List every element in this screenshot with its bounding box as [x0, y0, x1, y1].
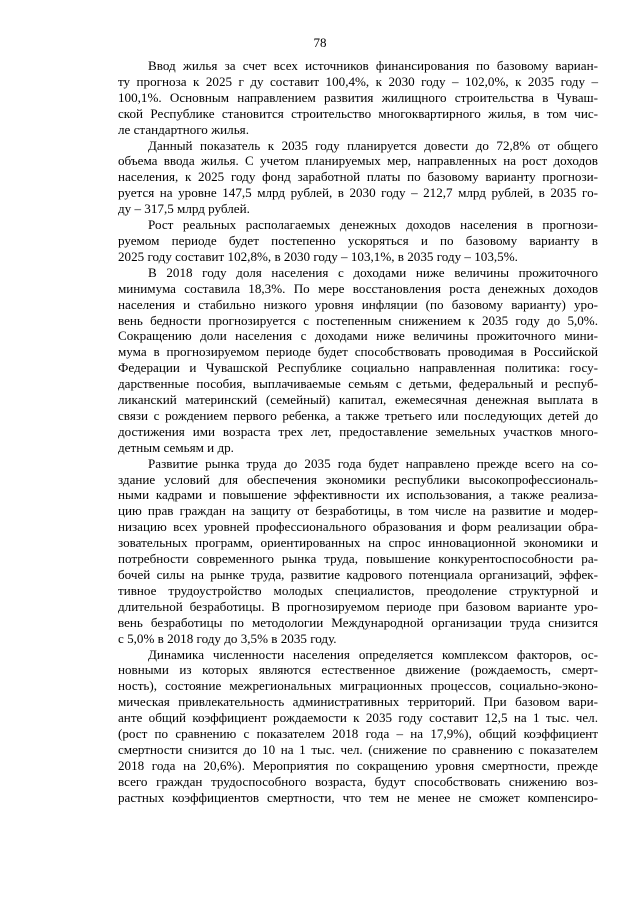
text-line: анте общий коэффициент рождаемости к 2035 году составит 12,5 на 1 тыс. чел. [118, 710, 598, 726]
text-line: 100,1%. Основным направлением развития жилищного строительства в Чуваш- [118, 89, 598, 105]
text-line: ту прогноза к 2025 г ду составит 100,4%, к 2030 году – 102,0%, к 2035 году – [118, 73, 598, 89]
text-line: минимума составила 18,3%. По мере восстановления роста денежных доходов [118, 280, 598, 296]
text-line: дарственные пособия, выплачиваемые семьям с детьми, федеральный и респуб- [118, 376, 598, 392]
text-line: Ввод жилья за счет всех источников финансирования по базовому вариан- [148, 58, 598, 73]
text-line: вень бедности прогнозируется с постепенным снижением к 2035 году до 5,0%. [118, 312, 598, 328]
text-line: населения, к 2025 году фонд заработной платы по базовому варианту прогнози- [118, 169, 598, 185]
text-line: ской Республике становится строительство многоквартирного жилья, в том чис- [118, 105, 598, 121]
text-line: ле стандартного жилья. [118, 121, 249, 137]
text-line: достижения ими возраста трех лет, предоставление земельных участков много- [118, 423, 598, 439]
text-line: ными кадрами и повышение эффективности их использования, а также реализа- [118, 487, 598, 503]
text-line: потребности современного рынка труда, повышение конкурентоспособности ра- [118, 551, 598, 567]
body-text [118, 58, 598, 806]
text-line: (рост по сравнению с показателем 2018 года – на 17,9%), общий коэффициент [118, 726, 598, 742]
text-line: руемом периоде будет постепенно ускоряться и по базовому варианту в [118, 232, 598, 248]
text-line: низацию всех уровней профессионального образования и форм реализации обра- [118, 519, 598, 535]
text-line: ность), состояние межрегиональных миграционных процессов, социально-эконо- [118, 678, 598, 694]
text-line: Сокращению доли населения с доходами ниже величины прожиточного мини- [118, 328, 598, 344]
text-line: 2018 года на 20,6%). Мероприятия по сокращению уровня смертности, прежде [118, 757, 598, 773]
paragraph [118, 138, 598, 218]
text-line: детным семьям и др. [118, 439, 234, 455]
text-line: мическая привлекательность административных территорий. При базовом вари- [118, 694, 598, 710]
text-line: 2025 году составит 102,8%, в 2030 году – 103,1%, в 2035 году – 103,5%. [118, 248, 518, 264]
text-line: объема ввода жилья. С учетом планируемых мер, направленных на рост доходов [118, 153, 598, 169]
paragraph [118, 217, 598, 265]
text-line: цию прав граждан на защиту от безработицы, в том числе на развитие и модер- [118, 503, 598, 519]
text-line: В 2018 году доля населения с доходами ниже величины прожиточного [148, 264, 598, 280]
paragraph [118, 58, 598, 138]
paragraph [118, 265, 598, 456]
paragraph [118, 647, 598, 806]
text-line: населения и стабильно низкого уровня инфляции (по базовому варианту) уро- [118, 296, 598, 312]
text-line: Динамика численности населения определяется комплексом факторов, ос- [148, 646, 598, 662]
text-line: Данный показатель к 2035 году планируется довести до 72,8% от общего [148, 137, 598, 153]
text-line: ду – 317,5 млрд рублей. [118, 201, 250, 217]
text-line: ликанский материнский (семейный) капитал, ежемесячная денежная выплата в [118, 392, 598, 408]
text-line: растных коэффициентов смертности, что тем не менее не сможет компенсиро- [118, 789, 598, 805]
page-number: 78 [313, 35, 327, 50]
text-line: связи с рождением первого ребенка, а также третьего или последующих детей до [118, 407, 598, 423]
text-line: руется на уровне 147,5 млрд рублей, в 2030 году – 212,7 млрд рублей, в 2035 го- [118, 185, 598, 201]
text-line: длительной безработицы. В прогнозируемом периоде при базовом варианте уро- [118, 598, 598, 614]
text-line: здание условий для обеспечения экономики республики высокопрофессиональ- [118, 471, 598, 487]
text-line: всего граждан трудоспособного возраста, будут способствовать снижению воз- [118, 773, 598, 789]
text-line: смертности снизится до 10 на 1 тыс. чел. (снижение по сравнению с показателем [118, 741, 598, 757]
text-line: вень безработицы по методологии Международной организации труда снизится [118, 614, 598, 630]
text-line: Федерации и Чувашской Республике социально направленная политика: госу- [118, 360, 598, 376]
text-line: зовательных программ, ориентированных на спрос инновационной экономики и [118, 535, 598, 551]
text-line: Рост реальных располагаемых денежных доходов населения в прогнози- [148, 217, 598, 233]
text-line: тивное трудоустройство молодых специалистов, преодоление структурной и [118, 582, 598, 598]
text-line: с 5,0% в 2018 году до 3,5% в 2035 году. [118, 630, 337, 646]
text-line: Развитие рынка труда до 2035 года будет направлено прежде всего на со- [148, 455, 598, 471]
paragraph [118, 456, 598, 647]
text-line: новными из которых являются естественное движение (рождаемость, смерт- [118, 662, 598, 678]
text-line: бочей силы на рынке труда, развитие кадрового потенциала организаций, эффек- [118, 567, 598, 582]
text-line: мума в прогнозируемом периоде будет способствовать проводимая в Российской [118, 344, 598, 360]
